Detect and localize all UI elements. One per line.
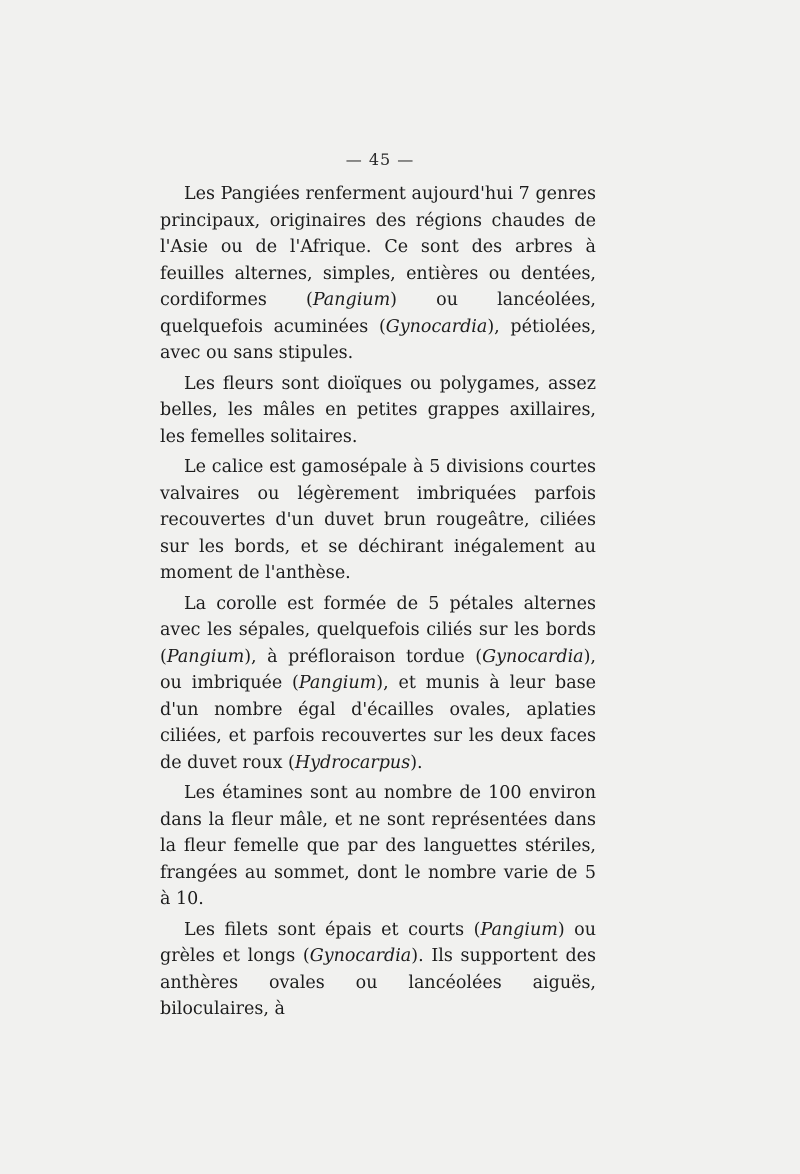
paragraph-corolle <box>160 591 596 777</box>
text-run: Les filets sont épais et courts ( <box>184 919 481 940</box>
text-run: ), à préfloraison tordue ( <box>244 646 483 667</box>
italic-term: Hydrocarpus <box>294 752 411 773</box>
italic-term: Pangium <box>312 290 391 310</box>
italic-term: Pangium <box>166 646 245 667</box>
italic-term: Gynocardia <box>482 646 584 667</box>
paragraph-calice <box>160 454 596 587</box>
text-run: ) ou grèles et longs ( <box>160 919 596 966</box>
italic-term: Pangium <box>298 673 377 693</box>
text-run: Les fleurs sont dioïques ou polygames, assez belles, les mâles en petites grappes axillaires, les femelles solitaires. <box>160 373 596 447</box>
text-run: ), ou imbriquée ( <box>160 646 596 693</box>
body-text <box>160 181 596 1023</box>
paragraph-fleurs <box>160 371 596 451</box>
text-run: La corolle est formée de 5 pétales alternes avec les sépales, quelquefois ciliés sur les bords ( <box>160 593 596 667</box>
text-run: ), et munis à leur base d'un nombre égal d'écailles ovales, aplaties ciliées, et parfois recouvertes sur les deux faces de duvet roux ( <box>160 673 596 773</box>
italic-term: Gynocardia <box>385 316 488 337</box>
text-run: ) ou lancéolées, quelquefois acuminées ( <box>160 290 596 337</box>
page-number: — 45 — <box>345 150 415 169</box>
paragraph-filets <box>160 917 596 1023</box>
text-run: Les Pangiées renferment aujourd'hui 7 genres principaux, originaires des régions chaudes de l'Asie ou de l'Afrique. Ce sont des arbres à feuilles alternes, simples, entières ou dentées, cordiformes ( <box>160 184 596 310</box>
paragraph-genres <box>160 181 596 367</box>
text-run: ), pétiolées, avec ou sans stipules. <box>160 316 597 363</box>
italic-term: Gynocardia <box>309 946 412 966</box>
text-run: ). Ils supportent des anthères ovales ou lancéolées aiguës, biloculaires, à <box>160 946 596 1019</box>
paragraph-etamines <box>160 780 596 913</box>
text-run: ). <box>410 752 423 773</box>
text-run: Les étamines sont au nombre de 100 environ dans la fleur mâle, et ne sont représentées dans la fleur femelle que par des languettes stériles, frangées au sommet, dont le nombre varie de 5 à 10. <box>160 783 596 909</box>
text-run: Le calice est gamosépale à 5 divisions courtes valvaires ou légèrement imbriquées parfois recouvertes d'un duvet brun rougeâtre, ciliées sur les bords, et se déchirant inégalement au moment de l'anthèse. <box>160 457 596 583</box>
italic-term: Pangium <box>480 919 558 940</box>
